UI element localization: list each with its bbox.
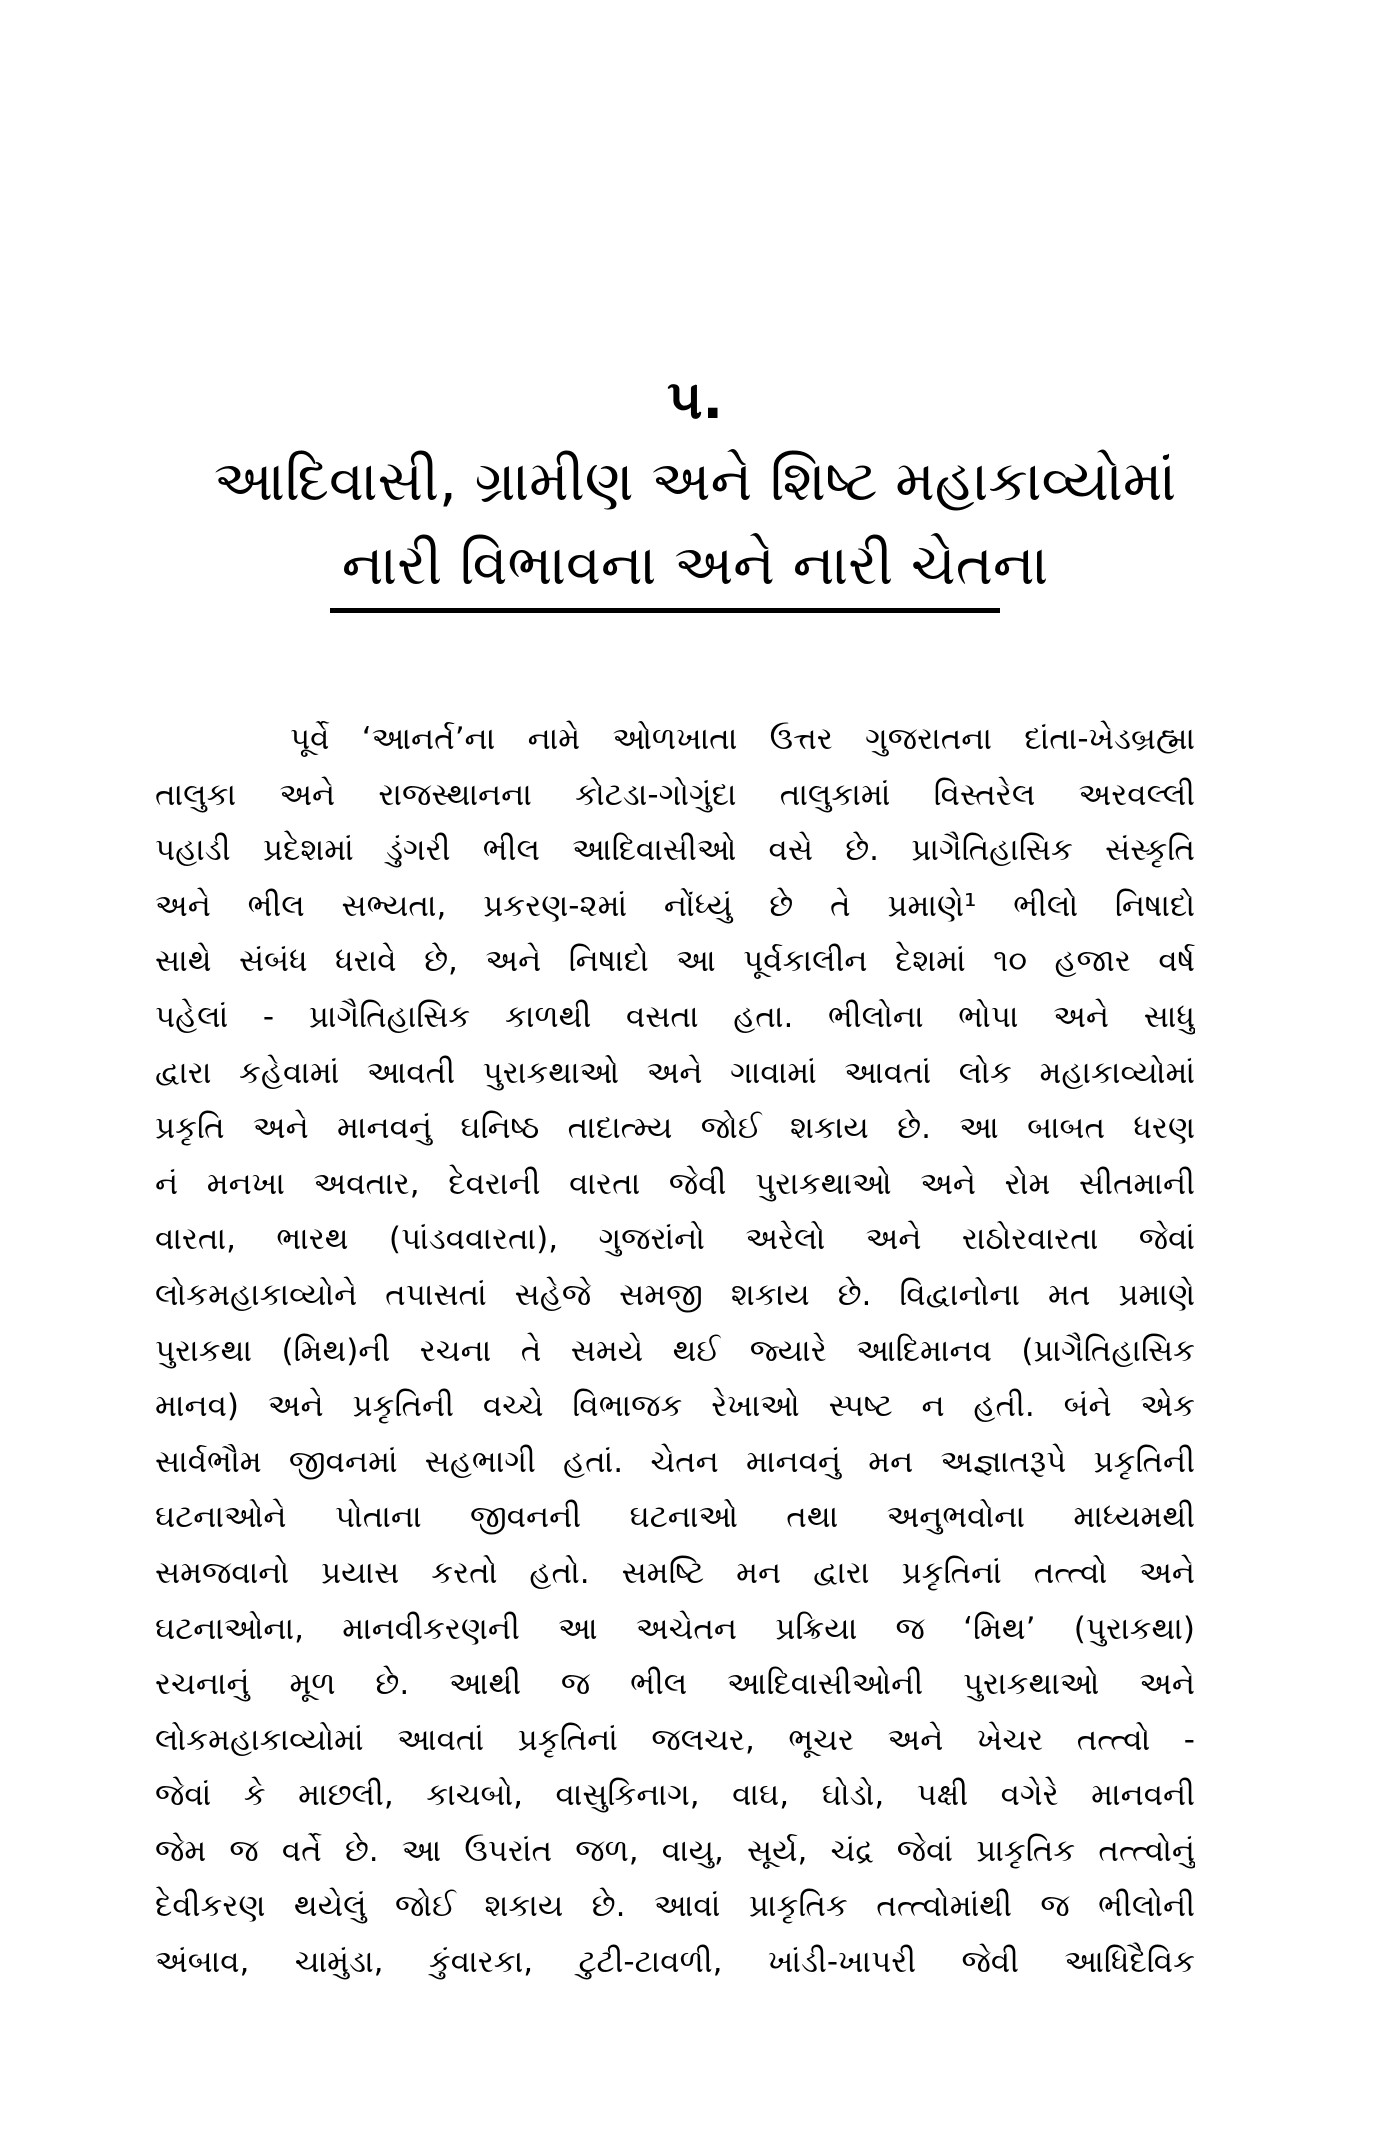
chapter-number: ૫. bbox=[667, 368, 723, 431]
text-line: લોકમહાકાવ્યોને તપાસતાં સહેજે સમજી શકાય છે. વિદ્વાનોના મત પ્રમાણે bbox=[155, 1276, 1195, 1313]
text-line: સાથે સંબંધ ધરાવે છે, અને નિષાદો આ પૂર્વકાલીન દેશમાં ૧૦ હજાર વર્ષ bbox=[155, 943, 1195, 980]
text-line: તાલુકા અને રાજસ્થાનના કોટડા-ગોગુંદા તાલુકામાં વિસ્તરેલ અરવલ્લી bbox=[155, 776, 1195, 813]
text-line: અંબાવ, ચામુંડા, કુંવારકા, ટુટી-ટાવળી, ખાંડી-ખાપરી જેવી આધિદૈવિક bbox=[155, 1944, 1195, 1981]
text-line: સાર્વભૌમ જીવનમાં સહભાગી હતાં. ચેતન માનવનું મન અજ્ઞાતરૂપે પ્રકૃતિની bbox=[155, 1443, 1195, 1480]
text-line: પહાડી પ્રદેશમાં ડુંગરી ભીલ આદિવાસીઓ વસે છે. પ્રાગૈતિહાસિક સંસ્કૃતિ bbox=[155, 832, 1195, 869]
text-line: પ્રકૃતિ અને માનવનું ઘનિષ્ઠ તાદાત્મ્ય જોઈ શકાય છે. આ બાબત ધરણ bbox=[155, 1110, 1195, 1147]
chapter-title-line: નારી વિભાવના અને નારી ચેતના bbox=[341, 533, 1049, 598]
text-line: જેમ જ વર્તે છે. આ ઉપરાંત જળ, વાયુ, સૂર્ય, ચંદ્ર જેવાં પ્રાકૃતિક તત્ત્વોનું bbox=[155, 1832, 1195, 1869]
text-line: પુરાકથા (મિથ)ની રચના તે સમયે થઈ જ્યારે આદિમાનવ (પ્રાગૈતિહાસિક bbox=[155, 1332, 1195, 1369]
text-line: ઘટનાઓને પોતાના જીવનની ઘટનાઓ તથા અનુભવોના માધ્યમથી bbox=[155, 1499, 1195, 1536]
chapter-title bbox=[150, 440, 1240, 608]
text-line: પહેલાં - પ્રાગૈતિહાસિક કાળથી વસતા હતા. ભીલોના ભોપા અને સાધુ bbox=[155, 998, 1195, 1035]
chapter-title-line: આદિવાસી, ગ્રામીણ અને શિષ્ટ મહાકાવ્યોમાં bbox=[213, 449, 1177, 514]
text-line: નં મનખા અવતાર, દેવરાની વારતા જેવી પુરાકથાઓ અને રોમ સીતમાની bbox=[155, 1165, 1195, 1202]
text-line: અને ભીલ સભ્યતા, પ્રકરણ-૨માં નોંધ્યું છે તે પ્રમાણે¹ ભીલો નિષાદો bbox=[155, 887, 1195, 924]
text-line: સમજવાનો પ્રયાસ કરતો હતો. સમષ્ટિ મન દ્વારા પ્રકૃતિનાં તત્ત્વો અને bbox=[155, 1554, 1195, 1591]
text-line: દ્વારા કહેવામાં આવતી પુરાકથાઓ અને ગાવામાં આવતાં લોક મહાકાવ્યોમાં bbox=[155, 1054, 1195, 1091]
text-line: વારતા, ભારથ (પાંડવવારતા), ગુજરાંનો અરેલો અને રાઠોરવારતા જેવાં bbox=[155, 1221, 1195, 1258]
text-line: રચનાનું મૂળ છે. આથી જ ભીલ આદિવાસીઓની પુરાકથાઓ અને bbox=[155, 1666, 1195, 1703]
body-paragraph bbox=[155, 712, 1195, 1991]
text-line: પૂર્વે ‘આનર્ત’ના નામે ઓળખાતા ઉત્તર ગુજરાતના દાંતા-ખેડબ્રહ્મા bbox=[290, 721, 1195, 757]
text-line: માનવ) અને પ્રકૃતિની વચ્ચે વિભાજક રેખાઓ સ્પષ્ટ ન હતી. બંને એક bbox=[155, 1388, 1195, 1425]
text-line: દેવીકરણ થયેલું જોઈ શકાય છે. આવાં પ્રાકૃતિક તત્ત્વોમાંથી જ ભીલોની bbox=[155, 1888, 1195, 1925]
title-underline-rule bbox=[330, 608, 1000, 613]
text-line: જેવાં કે માછલી, કાચબો, વાસુકિનાગ, વાઘ, ઘોડો, પક્ષી વગેરે માનવની bbox=[155, 1777, 1195, 1814]
text-line: લોકમહાકાવ્યોમાં આવતાં પ્રકૃતિનાં જલચર, ભૂચર અને ખેચર તત્ત્વો - bbox=[155, 1721, 1195, 1758]
text-line: ઘટનાઓના, માનવીકરણની આ અચેતન પ્રક્રિયા જ ‘મિથ’ (પુરાકથા) bbox=[155, 1610, 1195, 1647]
